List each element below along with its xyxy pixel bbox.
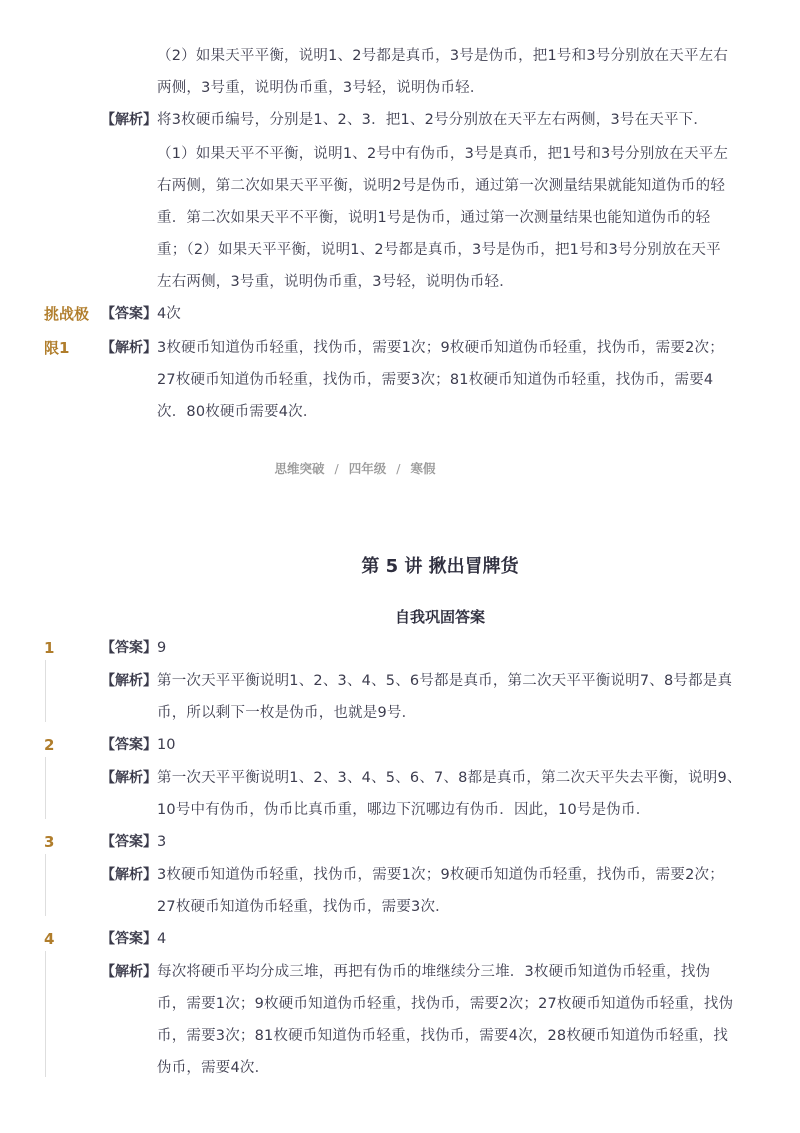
analysis-line: 每次将硬币平均分成三堆，再把有伪币的堆继续分三堆．3枚硬币知道伪币轻重，找伪 — [157, 964, 711, 980]
item-number: 1 — [44, 639, 55, 657]
footer-grade: 四年级 — [348, 461, 387, 476]
item-number: 3 — [44, 833, 55, 851]
item-divider — [45, 757, 46, 819]
analysis-tag: 【解析】 — [101, 770, 157, 786]
footer-series: 思维突破 — [274, 461, 325, 476]
item-number: 4 — [44, 930, 55, 948]
analysis-tag: 【解析】 — [101, 964, 157, 980]
analysis-line: 币，需要3次；81枚硬币知道伪币轻重，找伪币，需要4次，28枚硬币知道伪币轻重，找 — [157, 1028, 729, 1044]
analysis-line: 右两侧，第二次如果天平平衡，说明2号是伪币，通过第一次测量结果就能知道伪币的轻 — [157, 178, 726, 194]
footer-separator: / — [396, 461, 401, 476]
text-line: 两侧，3号重，说明伪币重，3号轻，说明伪币轻． — [157, 80, 485, 96]
challenge-label-number: 限1 — [44, 339, 70, 357]
analysis-line: 10号中有伪币，伪币比真币重，哪边下沉哪边有伪币．因此，10号是伪币． — [157, 802, 651, 818]
analysis-line: 重．第二次如果天平不平衡，说明1号是伪币，通过第一次测量结果也能知道伪币的轻 — [157, 210, 711, 226]
answer-value: 9 — [157, 640, 167, 656]
answer-value: 4 — [157, 931, 167, 947]
section-subtitle: 自我巩固答案 — [394, 608, 485, 626]
analysis-line: 次．80枚硬币需要4次． — [157, 404, 318, 420]
analysis-tag: 【解析】 — [101, 673, 157, 689]
analysis-line: 3枚硬币知道伪币轻重，找伪币，需要1次；9枚硬币知道伪币轻重，找伪币，需要2次； — [157, 340, 724, 356]
text-line: （2）如果天平平衡，说明1、2号都是真币，3号是伪币，把1号和3号分别放在天平左右 — [157, 48, 729, 64]
answer-tag: 【答案】 — [101, 640, 157, 656]
analysis-tag: 【解析】 — [101, 112, 157, 128]
answer-tag: 【答案】 — [101, 834, 157, 850]
page-footer — [0, 459, 710, 477]
analysis-line: 第一次天平平衡说明1、2、3、4、5、6号都是真币，第二次天平平衡说明7、8号都是真 — [157, 673, 733, 689]
analysis-line: （1）如果天平不平衡，说明1、2号中有伪币，3号是真币，把1号和3号分别放在天平左 — [157, 146, 729, 162]
analysis-line: 重；（2）如果天平平衡，说明1、2号都是真币，3号是伪币，把1号和3号分别放在天平 — [157, 242, 721, 258]
answer-tag: 【答案】 — [101, 306, 157, 322]
item-divider — [45, 951, 46, 1077]
analysis-line: 3枚硬币知道伪币轻重，找伪币，需要1次；9枚硬币知道伪币轻重，找伪币，需要2次； — [157, 867, 724, 883]
analysis-line: 币，需要1次；9枚硬币知道伪币轻重，找伪币，需要2次；27枚硬币知道伪币轻重，找伪 — [157, 996, 734, 1012]
challenge-label: 挑战极 — [44, 305, 90, 323]
answer-tag: 【答案】 — [101, 931, 157, 947]
answer-value: 10 — [157, 737, 176, 753]
analysis-line: 将3枚硬币编号，分别是1、2、3．把1、2号分别放在天平左右两侧，3号在天平下． — [157, 112, 709, 128]
footer-term: 寒假 — [410, 461, 436, 476]
analysis-tag: 【解析】 — [101, 340, 157, 356]
footer-separator: / — [334, 461, 339, 476]
analysis-line: 伪币，需要4次． — [157, 1060, 270, 1076]
lecture-title: 第 5 讲 揪出冒牌货 — [361, 556, 519, 577]
answer-value: 3 — [157, 834, 167, 850]
analysis-line: 左右两侧，3号重，说明伪币重，3号轻，说明伪币轻． — [157, 274, 514, 290]
item-divider — [45, 854, 46, 916]
analysis-line: 第一次天平平衡说明1、2、3、4、5、6、7、8都是真币，第二次天平失去平衡，说明9、 — [157, 770, 742, 786]
answer-value: 4次 — [157, 306, 181, 322]
item-number: 2 — [44, 736, 55, 754]
item-divider — [45, 660, 46, 722]
analysis-line: 27枚硬币知道伪币轻重，找伪币，需要3次；81枚硬币知道伪币轻重，找伪币，需要4 — [157, 372, 714, 388]
analysis-tag: 【解析】 — [101, 867, 157, 883]
analysis-line: 27枚硬币知道伪币轻重，找伪币，需要3次． — [157, 899, 450, 915]
answer-tag: 【答案】 — [101, 737, 157, 753]
analysis-line: 币，所以剩下一枚是伪币，也就是9号． — [157, 705, 417, 721]
